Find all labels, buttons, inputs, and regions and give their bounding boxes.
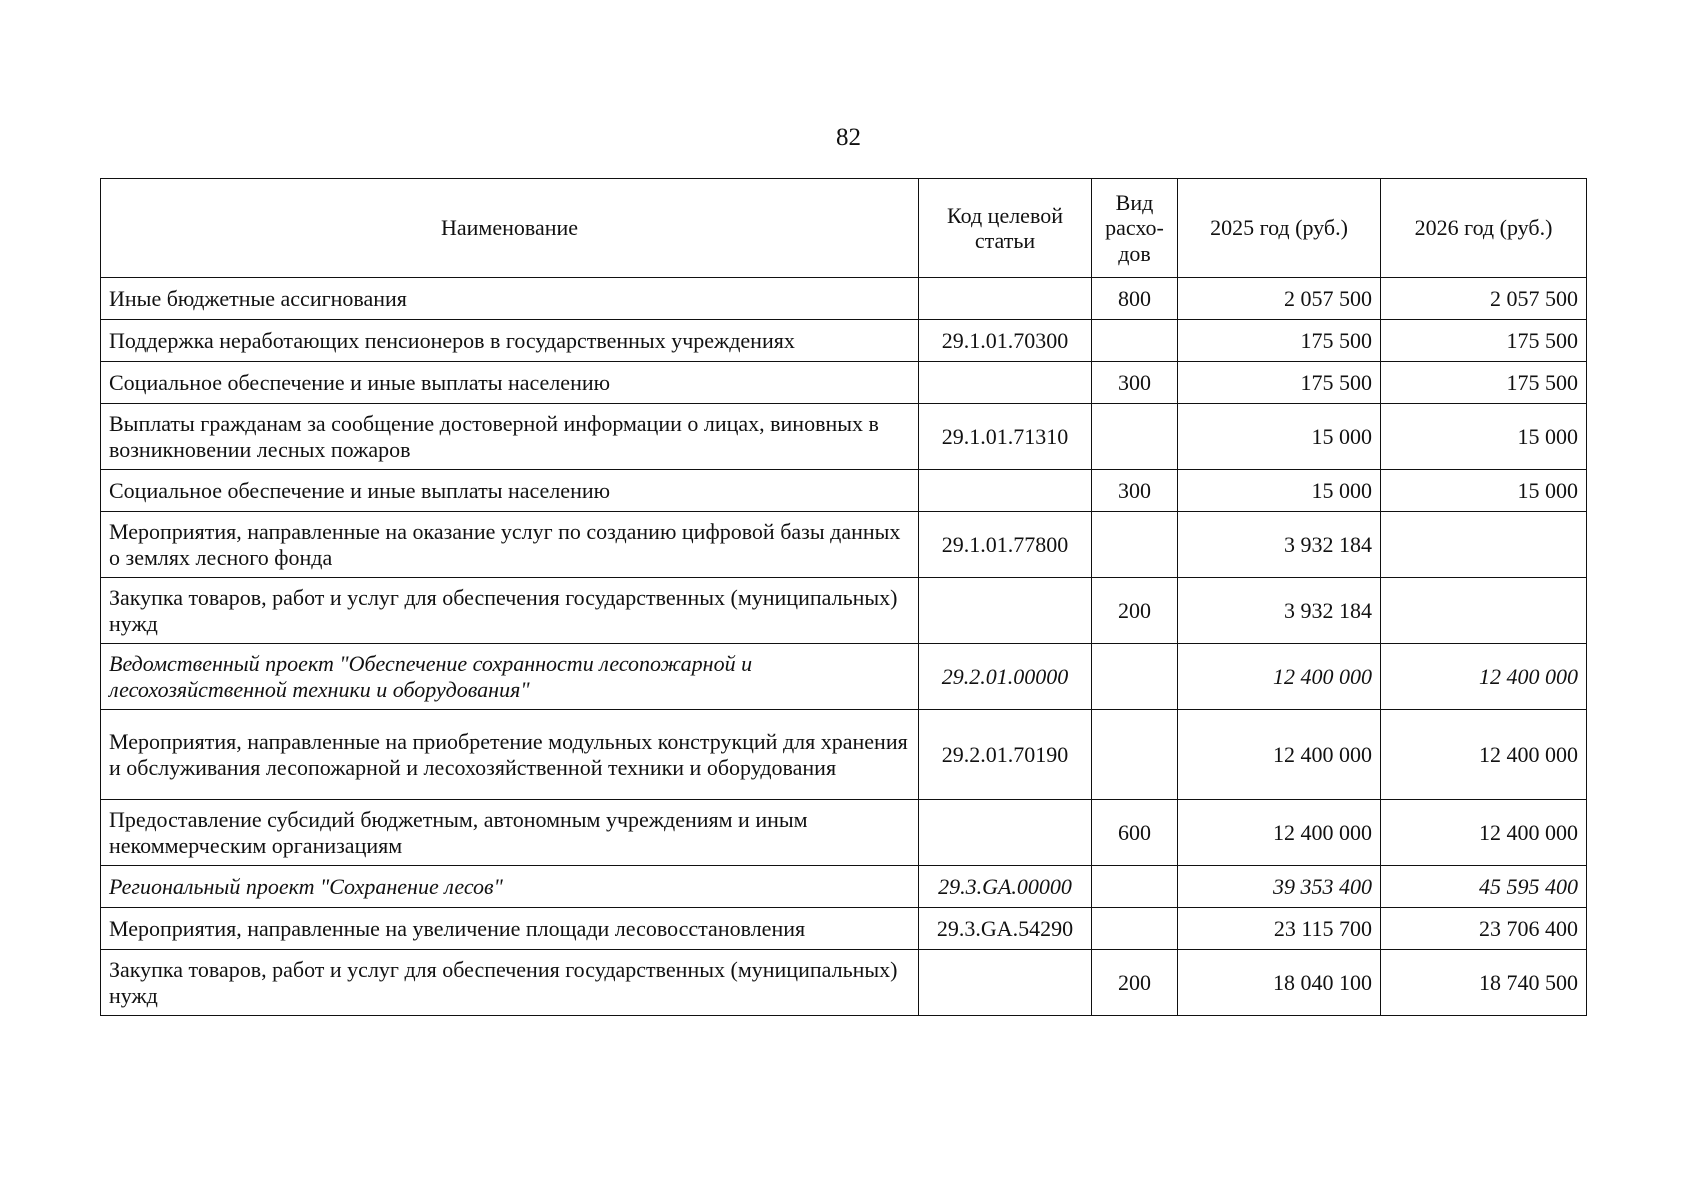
- table-row: [101, 470, 1587, 512]
- header-code: Код целевой статьи: [919, 179, 1092, 278]
- cell-2026: 12 400 000: [1381, 800, 1587, 866]
- table-header-row: [101, 179, 1587, 278]
- header-name: Наименование: [101, 179, 919, 278]
- table-body: [101, 278, 1587, 1016]
- cell-2026: 23 706 400: [1381, 908, 1587, 950]
- cell-2025: 23 115 700: [1178, 908, 1381, 950]
- cell-name: Социальное обеспечение и иные выплаты населению: [101, 362, 919, 404]
- budget-table: [100, 178, 1587, 1016]
- cell-name: Региональный проект "Сохранение лесов": [101, 866, 919, 908]
- table-row: [101, 710, 1587, 800]
- cell-name: Социальное обеспечение и иные выплаты населению: [101, 470, 919, 512]
- cell-kind: 600: [1092, 800, 1178, 866]
- cell-code: 29.1.01.77800: [919, 512, 1092, 578]
- cell-code: 29.2.01.00000: [919, 644, 1092, 710]
- cell-kind: [1092, 644, 1178, 710]
- cell-kind: [1092, 404, 1178, 470]
- table-row: [101, 950, 1587, 1016]
- cell-2025: 12 400 000: [1178, 644, 1381, 710]
- table-row: [101, 278, 1587, 320]
- cell-code: 29.1.01.71310: [919, 404, 1092, 470]
- cell-code: 29.1.01.70300: [919, 320, 1092, 362]
- cell-2026: 18 740 500: [1381, 950, 1587, 1016]
- table-row: [101, 866, 1587, 908]
- header-kind: Вид расхо-дов: [1092, 179, 1178, 278]
- cell-code: [919, 950, 1092, 1016]
- cell-2026: [1381, 578, 1587, 644]
- cell-2026: 12 400 000: [1381, 644, 1587, 710]
- cell-2025: 3 932 184: [1178, 578, 1381, 644]
- cell-2026: 45 595 400: [1381, 866, 1587, 908]
- table-row: [101, 578, 1587, 644]
- cell-2026: 15 000: [1381, 470, 1587, 512]
- cell-name: Мероприятия, направленные на увеличение площади лесовосстановления: [101, 908, 919, 950]
- cell-2026: 175 500: [1381, 362, 1587, 404]
- cell-kind: 800: [1092, 278, 1178, 320]
- cell-kind: 200: [1092, 578, 1178, 644]
- cell-code: 29.2.01.70190: [919, 710, 1092, 800]
- cell-name: Иные бюджетные ассигнования: [101, 278, 919, 320]
- cell-kind: 300: [1092, 470, 1178, 512]
- table-row: [101, 512, 1587, 578]
- table-row: [101, 800, 1587, 866]
- table-row: [101, 362, 1587, 404]
- cell-code: 29.3.GA.54290: [919, 908, 1092, 950]
- cell-kind: 300: [1092, 362, 1178, 404]
- cell-kind: [1092, 512, 1178, 578]
- cell-2025: 3 932 184: [1178, 512, 1381, 578]
- cell-2025: 175 500: [1178, 320, 1381, 362]
- cell-2025: 12 400 000: [1178, 800, 1381, 866]
- cell-name: Выплаты гражданам за сообщение достоверной информации о лицах, виновных в возникновении лесных пожаров: [101, 404, 919, 470]
- cell-2025: 12 400 000: [1178, 710, 1381, 800]
- cell-2025: 15 000: [1178, 404, 1381, 470]
- cell-kind: [1092, 866, 1178, 908]
- cell-code: [919, 800, 1092, 866]
- cell-2025: 15 000: [1178, 470, 1381, 512]
- cell-code: 29.3.GA.00000: [919, 866, 1092, 908]
- table-row: [101, 908, 1587, 950]
- cell-kind: 200: [1092, 950, 1178, 1016]
- cell-kind: [1092, 320, 1178, 362]
- cell-kind: [1092, 908, 1178, 950]
- cell-2026: 2 057 500: [1381, 278, 1587, 320]
- cell-name: Ведомственный проект "Обеспечение сохранности лесопожарной и лесохозяйственной техники и оборудования": [101, 644, 919, 710]
- header-2026: 2026 год (руб.): [1381, 179, 1587, 278]
- cell-2025: 2 057 500: [1178, 278, 1381, 320]
- cell-2026: 12 400 000: [1381, 710, 1587, 800]
- cell-name: Мероприятия, направленные на приобретение модульных конструкций для хранения и обслуживания лесопожарной и лесохозяйственной техники и оборудования: [101, 710, 919, 800]
- cell-code: [919, 362, 1092, 404]
- cell-2026: 15 000: [1381, 404, 1587, 470]
- cell-code: [919, 470, 1092, 512]
- cell-name: Поддержка неработающих пенсионеров в государственных учреждениях: [101, 320, 919, 362]
- cell-name: Закупка товаров, работ и услуг для обеспечения государственных (муниципальных) нужд: [101, 578, 919, 644]
- table-row: [101, 320, 1587, 362]
- cell-code: [919, 278, 1092, 320]
- cell-2025: 18 040 100: [1178, 950, 1381, 1016]
- cell-name: Мероприятия, направленные на оказание услуг по созданию цифровой базы данных о землях лесного фонда: [101, 512, 919, 578]
- cell-2025: 39 353 400: [1178, 866, 1381, 908]
- header-2025: 2025 год (руб.): [1178, 179, 1381, 278]
- cell-2025: 175 500: [1178, 362, 1381, 404]
- cell-code: [919, 578, 1092, 644]
- cell-2026: 175 500: [1381, 320, 1587, 362]
- cell-2026: [1381, 512, 1587, 578]
- cell-name: Закупка товаров, работ и услуг для обеспечения государственных (муниципальных) нужд: [101, 950, 919, 1016]
- table-row: [101, 404, 1587, 470]
- cell-kind: [1092, 710, 1178, 800]
- cell-name: Предоставление субсидий бюджетным, автономным учреждениям и иным некоммерческим организациям: [101, 800, 919, 866]
- table-row: [101, 644, 1587, 710]
- page-number: 82: [836, 124, 861, 151]
